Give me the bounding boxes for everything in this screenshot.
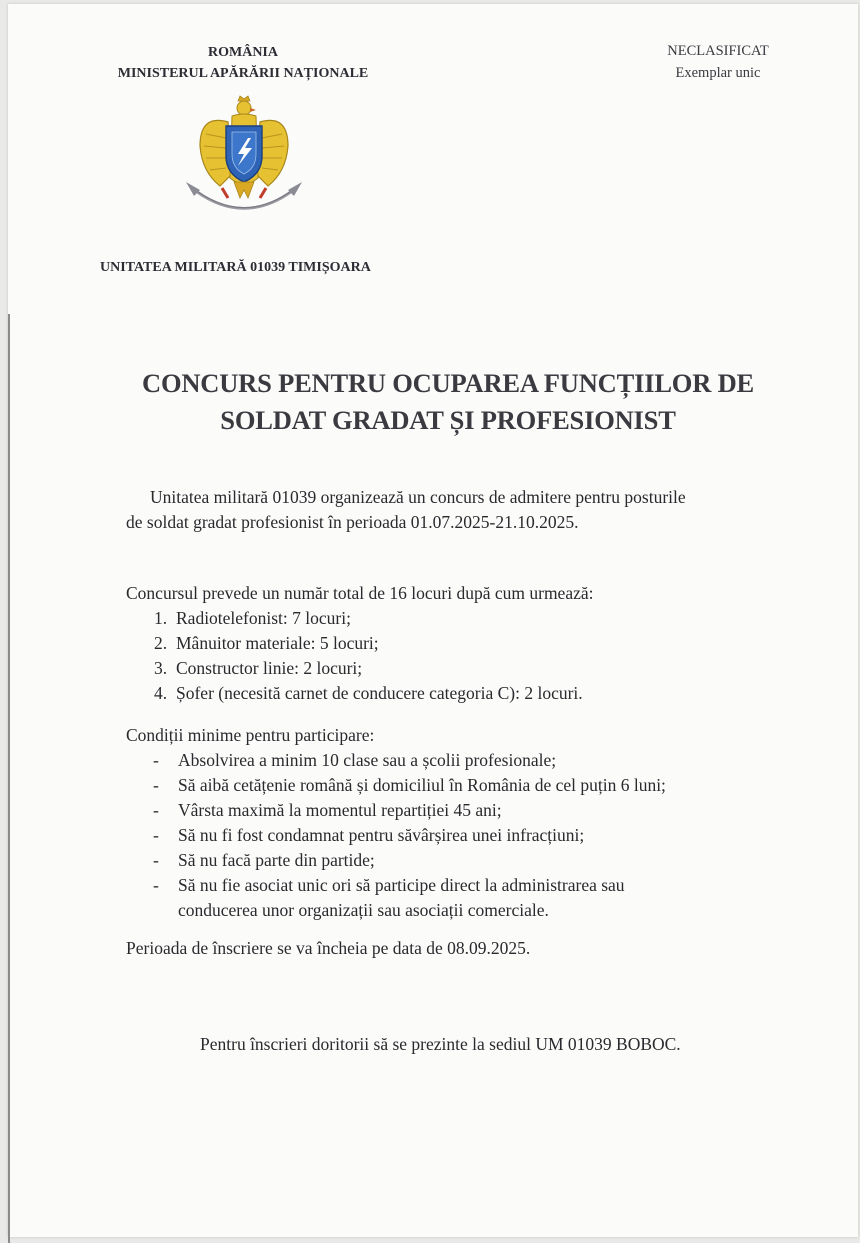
list-item-text: Să nu fie asociat unic ori să participe direct la administrarea sau [178,875,625,895]
list-dash: - [153,800,159,820]
document-title [88,365,808,439]
list-item [126,748,816,773]
places-section [126,581,816,706]
list-item-text: Absolvirea a minim 10 clase sau a școlii profesionale; [178,750,557,770]
military-unit-name: UNITATEA MILITARĂ 01039 TIMIȘOARA [100,260,371,275]
intro-line-1: Unitatea militară 01039 organizează un concurs de admitere pentru posturile [150,487,686,507]
list-item [126,773,816,798]
list-item-text: Radiotelefonist: 7 locuri; [176,608,351,628]
list-item-text: Să aibă cetățenie română și domiciliul în România de cel puțin 6 luni; [178,775,666,795]
list-dash: - [153,775,159,795]
list-item [126,606,816,631]
list-item-text: Mânuitor materiale: 5 locuri; [176,633,379,653]
ministry-header [100,42,386,84]
list-item-text: Constructor linie: 2 locuri; [176,658,363,678]
list-item [126,873,816,923]
contact-text: Pentru înscrieri doritorii să se prezinte la sediul UM 01039 BOBOC. [200,1034,681,1054]
list-item-text: Vârsta maximă la momentul repartiției 45 ani; [178,800,502,820]
list-number: 3. [154,658,168,678]
conditions-lead: Condiții minime pentru participare: [126,725,375,745]
list-item [126,631,816,656]
intro-paragraph [126,485,816,535]
document-page [8,4,858,1237]
conditions-section [126,723,816,923]
classification-label: NECLASIFICAT [667,43,769,59]
list-number: 2. [154,633,168,653]
conditions-list [126,748,816,923]
list-item [126,656,816,681]
list-item-text: Șofer (necesită carnet de conducere categoria C): 2 locuri. [176,683,583,703]
list-item [126,848,816,873]
list-dash: - [153,850,159,870]
list-item-text-continued: conducerea unor organizații sau asociații comerciale. [178,900,549,920]
title-line-2: SOLDAT GRADAT ȘI PROFESIONIST [220,405,676,435]
ministry-name: MINISTERUL APĂRĂRII NAȚIONALE [117,66,369,81]
list-dash: - [153,825,159,845]
deadline-text: Perioada de înscriere se va încheia pe data de 08.09.2025. [126,938,531,958]
list-number: 4. [154,683,168,703]
places-lead: Concursul prevede un număr total de 16 locuri după cum urmează: [126,583,594,603]
list-dash: - [153,875,159,895]
list-dash: - [153,750,159,770]
list-item [126,681,816,706]
list-item [126,798,816,823]
list-item [126,823,816,848]
title-line-1: CONCURS PENTRU OCUPAREA FUNCȚIILOR DE [142,368,754,398]
classification-block [648,40,788,84]
list-item-text: Să nu fi fost condamnat pentru săvârșirea unei infracțiuni; [178,825,585,845]
page-edge-line [8,314,10,1243]
ministry-coat-of-arms-icon [182,94,306,224]
places-list [126,606,816,706]
country-name: ROMÂNIA [208,45,278,60]
intro-line-2: de soldat gradat profesionist în perioada 01.07.2025-21.10.2025. [126,512,579,532]
copy-label: Exemplar unic [675,65,761,81]
list-item-text: Să nu facă parte din partide; [178,850,375,870]
list-number: 1. [154,608,168,628]
